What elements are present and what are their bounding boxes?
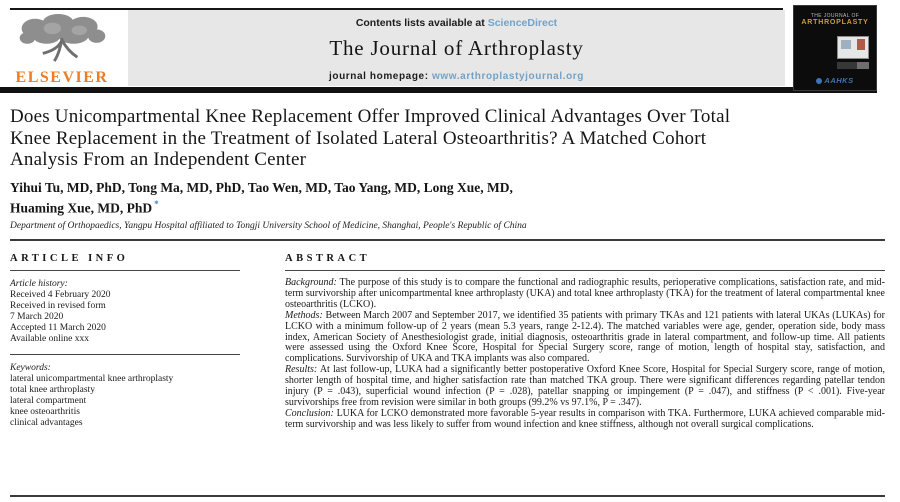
article-title: Does Unicompartmental Knee Replacement Offer Improved Clinical Advantages Over Total Knee Replacement in the Treatment of Isolated Lateral Osteoarthritis? A Matched Cohort Analysis From an Independent Center xyxy=(10,106,731,170)
keyword-item: lateral unicompartmental knee arthroplasty xyxy=(10,374,174,384)
section-text: LUKA for LCKO demonstrated more favorable 5-year results in comparison with TKA. Furthermore, LUKA achieved comparable mid-term survivorship and was less likely to suffer from wound infection and knee stiffness, although not overall surgical complications. xyxy=(285,407,885,430)
article-info-heading: ARTICLE INFO xyxy=(10,253,129,264)
elsevier-wordmark: ELSEVIER xyxy=(15,69,109,86)
section-text: At last follow-up, LUKA had a significantly better postoperative Oxford Knee Score, Hospital for Special Surgery score, range of motion, shorter length of hospital time, and higher satisfaction rate than matched TKA group. There were significant differences regarding patellar tendon injury (P = .043), superficial wound infection (P = .028), patellar snapping or impingement (P = .047), and stiffness (P < .001). Five-year survivorships free from revision were similar in both groups (99.2% vs 97.1%, P = .347). xyxy=(285,364,885,408)
section-label: Methods: xyxy=(285,309,323,321)
cover-knee-image xyxy=(837,36,869,59)
journal-title: The Journal of Arthroplasty xyxy=(329,36,584,60)
affiliation: Department of Orthopaedics, Yangpu Hospital affiliated to Tongji University School of Medicine, Shanghai, People's Republic of China xyxy=(10,221,527,231)
keyword-item: knee osteoarthritis xyxy=(10,407,80,417)
two-column-layout xyxy=(10,253,885,431)
abstract-section-results xyxy=(285,365,885,409)
aahks-logo xyxy=(794,76,876,85)
journal-homepage-link[interactable]: www.arthroplastyjournal.org xyxy=(432,71,584,82)
corresponding-author-asterisk: * xyxy=(154,198,159,209)
aahks-swirl-icon xyxy=(816,78,822,84)
abstract-body xyxy=(285,278,885,431)
section-text: The purpose of this study is to compare the functional and radiographic results, perioperative complications, satisfaction rate, and mid-term survivorship after unicompartmental knee arthroplasty (UKA) and total knee arthroplasty (TKA) for the treatment of lateral compartmental knee osteoarthritis (LCKO). xyxy=(285,277,885,310)
cover-image-detail xyxy=(841,40,851,49)
author-line-2: Huaming Xue, MD, PhD xyxy=(10,200,153,215)
keywords-label: Keywords: xyxy=(10,363,51,373)
cover-title-line2: ARTHROPLASTY xyxy=(801,19,869,26)
contents-prefix: Contents lists available at xyxy=(355,17,488,29)
sciencedirect-link[interactable]: ScienceDirect xyxy=(487,17,558,29)
page-bottom-rule xyxy=(10,495,885,497)
section-label: Conclusion: xyxy=(285,407,334,419)
keyword-item: clinical advantages xyxy=(10,418,83,428)
history-line: Accepted 11 March 2020 xyxy=(10,323,106,333)
history-line: Available online xxx xyxy=(10,334,89,344)
cover-title-line1: THE JOURNAL OF xyxy=(810,13,860,19)
article-info-panel xyxy=(10,253,268,431)
section-label: Results: xyxy=(285,364,318,376)
author-list xyxy=(10,180,885,217)
aahks-label: AAHKS xyxy=(824,76,854,85)
abstract-section-background xyxy=(285,278,885,311)
article-info-rule xyxy=(10,270,240,271)
keywords-block xyxy=(10,363,268,429)
section-text: Between March 2007 and September 2017, we identified 35 patients with primary TKAs and 121 patients with lateral UKAs (LUKAs) for LCKO with a minimum follow-up of 2 years (mean 5.3 years, range 2-12.4). The matched variables were age, gender, operation side, body mass index, American Society of Anesthesiologist grade, initial diagnosis, osteoarthritis grade in lateral compartment, and follow-up time. All patients were assessed using the Oxford Knee Score, Hospital for Special Surgery score, range of motion, length of hospital stay, satisfaction, and complications. Survivorship of UKA and TKA implants was also compared. xyxy=(285,309,886,365)
history-line: Received in revised form xyxy=(10,301,106,311)
section-label: Background: xyxy=(285,277,337,288)
keywords-divider-rule xyxy=(10,354,240,355)
abstract-rule xyxy=(285,270,885,271)
keyword-item: lateral compartment xyxy=(10,396,87,406)
cover-caption-strip xyxy=(837,62,869,69)
history-line: 7 March 2020 xyxy=(10,312,64,322)
abstract-section-conclusion xyxy=(285,409,885,431)
abstract-section-methods xyxy=(285,311,885,366)
author-line-1: Yihui Tu, MD, PhD, Tong Ma, MD, PhD, Tao Wen, MD, Tao Yang, MD, Long Xue, MD, xyxy=(10,179,513,195)
keyword-item: total knee arthroplasty xyxy=(10,385,95,395)
history-line: Received 4 February 2020 xyxy=(10,290,111,300)
abstract-panel xyxy=(285,253,885,431)
journal-cover-thumbnail[interactable] xyxy=(793,5,877,91)
homepage-prefix: journal homepage: xyxy=(328,71,433,82)
article-history-label: Article history: xyxy=(10,279,68,289)
article-history-block xyxy=(10,279,268,345)
cover-image-detail xyxy=(857,39,865,50)
abstract-heading: ABSTRACT xyxy=(285,253,371,264)
title-divider-rule xyxy=(10,239,885,241)
